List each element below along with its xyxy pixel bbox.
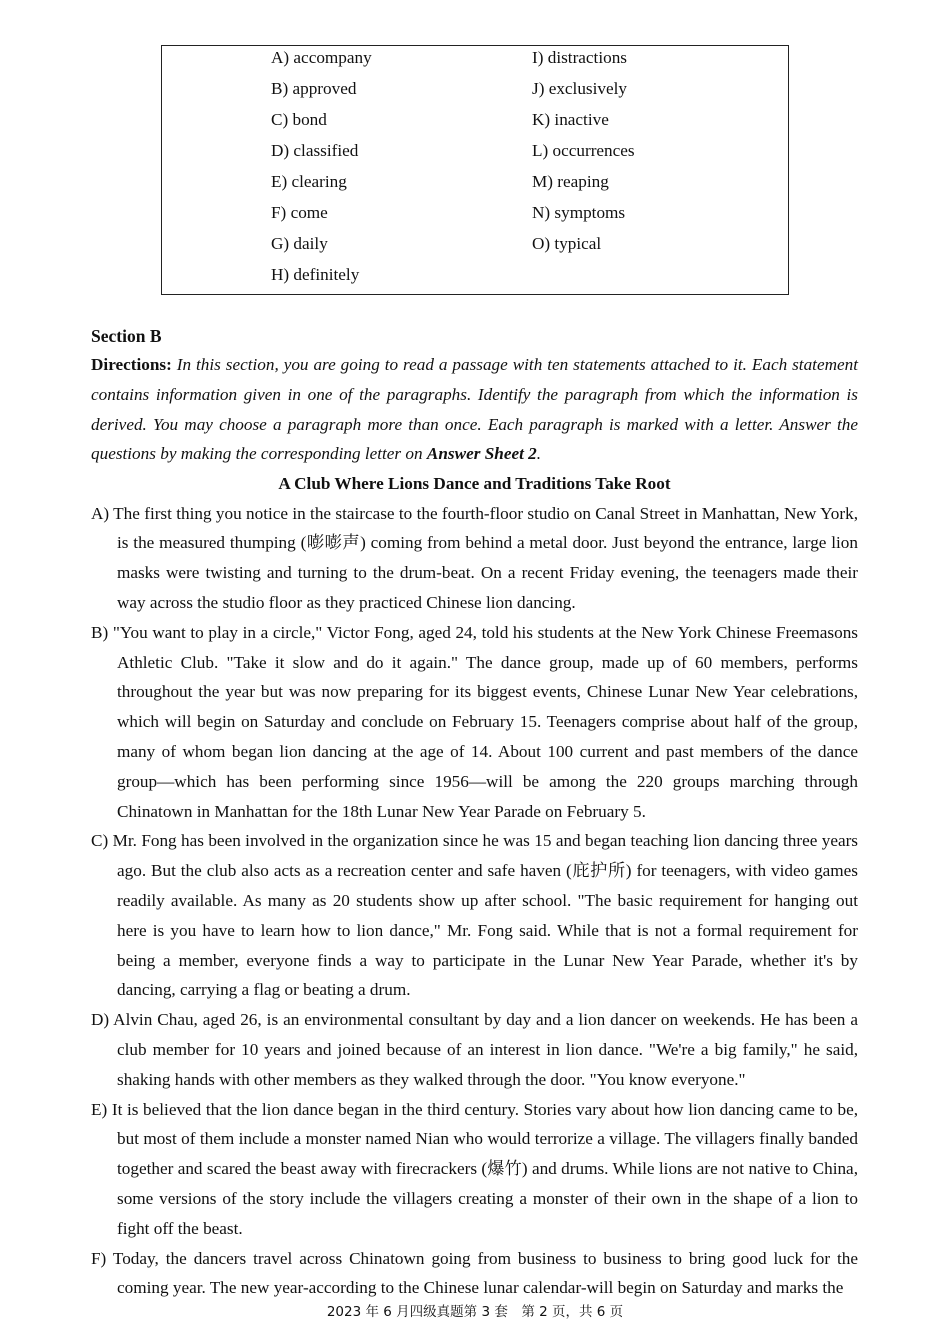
directions [91, 350, 858, 469]
paragraph-a: A) The first thing you notice in the staircase to the fourth-floor studio on Canal Street in Manhattan, New York, is the measured thumping (嘭嘭声) coming from behind a metal door. Just beyond the entrance, large lion masks were twisting and turning to the drum-beat. On a recent Friday evening, the teenagers made their way across the studio floor as they practiced Chinese lion dancing. [91, 503, 858, 613]
word-option: D) classified [271, 141, 359, 160]
word-option: H) definitely [271, 265, 360, 284]
word-option: I) distractions [532, 48, 627, 67]
word-option: O) typical [532, 234, 602, 253]
word-bank [161, 45, 789, 295]
paragraph-b: B) "You want to play in a circle," Victor Fong, aged 24, told his students at the New York Chinese Freemasons Athletic Club. "Take it slow and do it again." The dance group, made up of 60 members, performs throughout the year but was now preparing for its biggest events, Chinese Lunar New Year celebrations, which will begin on Saturday and conclude on February 15. Teenagers comprise about half of the group, many of whom began lion dancing at the age of 14. About 100 current and past members of the dance group—which has been performing since 1956—will be among the 220 groups marching through Chinatown in Manhattan for the 18th Lunar New Year Parade on February 5. [91, 622, 858, 821]
word-option: K) inactive [532, 110, 609, 129]
word-bank-left-column [271, 46, 372, 294]
word-option: C) bond [271, 110, 327, 129]
word-bank-right-column [532, 46, 635, 263]
word-option: F) come [271, 203, 328, 222]
answer-sheet-reference: Answer Sheet 2 [426, 444, 537, 464]
word-option: J) exclusively [532, 79, 627, 98]
word-option: G) daily [271, 234, 328, 253]
word-option: L) occurrences [532, 141, 635, 160]
page-footer: 2023 年 6 月四级真题第 3 套 第 2 页，共 6 页 [326, 1304, 624, 1320]
passage-title: A Club Where Lions Dance and Traditions Take Root [278, 474, 671, 494]
word-option: N) symptoms [532, 203, 626, 222]
directions-label: Directions: [91, 355, 172, 374]
directions-end: . [536, 444, 542, 464]
section-title: Section B [91, 326, 162, 346]
word-option: M) reaping [532, 172, 609, 191]
paragraph-d: D) Alvin Chau, aged 26, is an environmental consultant by day and a lion dancer on weekends. He has been a club member for 10 years and joined because of an interest in lion dance. "We're a big family," he said, shaking hands with other members as they walked through the door. "You know everyone." [91, 1010, 858, 1089]
paragraph-e: E) It is believed that the lion dance began in the third century. Stories vary about how lion dancing came to be, but most of them include a monster named Nian who would terrorize a village. The villagers finally banded together and scared the beast away with firecrackers (爆竹) and drums. While lions are not native to China, some versions of the story include the villagers creating a monster of their own in the shape of a lion to fight off the beast. [91, 1099, 858, 1238]
word-option: E) clearing [271, 172, 347, 191]
word-option: A) accompany [271, 48, 372, 67]
section-body [91, 350, 858, 1303]
paragraph-f: F) Today, the dancers travel across Chinatown going from business to business to bring good luck for the coming year. The new year-according to the Chinese lunar calendar-will begin on Saturday and marks the [91, 1248, 858, 1298]
paragraph-c: C) Mr. Fong has been involved in the organization since he was 15 and began teaching lion dancing three years ago. But the club also acts as a recreation center and safe haven (庇护所) for teenagers, with video games readily available. As many as 20 students show up after school. "The basic requirement for hanging out here is you have to learn how to lion dance," Mr. Fong said. While that is not a formal requirement for being a member, everyone finds a way to participate in the Lunar New Year Parade, whether it's by dancing, carrying a flag or beating a drum. [91, 831, 858, 1000]
word-option: B) approved [271, 79, 357, 98]
directions-text: In this section, you are going to read a passage with ten statements attached to it. Each statement contains information given in one of the paragraphs. Identify the paragraph from which the information is derived. You may choose a paragraph more than once. Each paragraph is marked with a letter. Answer the questions by making the corresponding letter on [91, 355, 858, 464]
